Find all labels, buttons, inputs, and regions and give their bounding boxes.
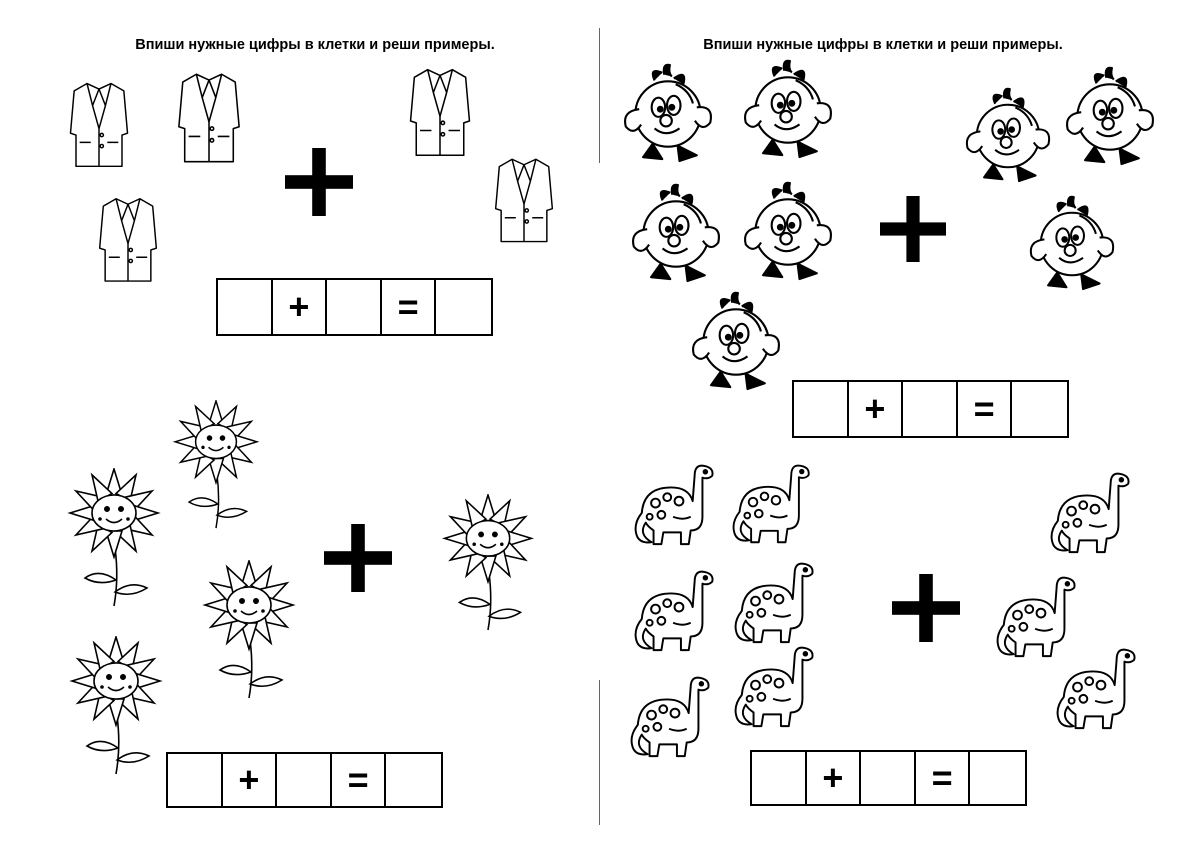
answer-cells-jackets <box>216 278 493 336</box>
krosh-picture <box>620 60 716 168</box>
answer-cell-sum[interactable] <box>386 754 441 806</box>
big-plus-icon <box>324 524 392 592</box>
answer-cell-second-addend[interactable] <box>861 752 916 804</box>
equals-sign-cell: = <box>916 752 971 804</box>
plus-sign-cell: + <box>223 754 278 806</box>
plus-sign-cell: + <box>273 280 328 334</box>
jacket-picture <box>175 68 243 166</box>
answer-cell-sum[interactable] <box>436 280 491 334</box>
answer-cell-first-addend[interactable] <box>218 280 273 334</box>
krosh-picture <box>628 180 724 288</box>
jacket-picture <box>492 152 556 247</box>
krosh-picture <box>740 178 836 286</box>
sunflower-picture <box>194 560 304 700</box>
dinosaur-picture <box>1050 470 1138 558</box>
answer-cells-sunflowers <box>166 752 443 808</box>
answer-cells-krosh <box>792 380 1069 438</box>
answer-cell-second-addend[interactable] <box>903 382 958 436</box>
krosh-picture <box>740 56 836 164</box>
answer-cell-first-addend[interactable] <box>168 754 223 806</box>
sunflower-picture <box>60 636 172 776</box>
plus-sign-cell: + <box>849 382 904 436</box>
answer-cell-sum[interactable] <box>1012 382 1067 436</box>
equals-sign-cell: = <box>382 280 437 334</box>
sunflower-picture <box>160 400 272 530</box>
krosh-picture <box>962 84 1054 188</box>
krosh-picture <box>1026 190 1118 298</box>
sunflower-picture <box>432 494 544 632</box>
dinosaur-picture <box>630 674 718 762</box>
dinosaur-picture <box>1056 646 1144 734</box>
jacket-picture <box>65 78 133 170</box>
page-divider-top <box>599 28 600 163</box>
answer-cell-first-addend[interactable] <box>752 752 807 804</box>
dinosaur-picture <box>732 462 818 548</box>
jacket-picture <box>96 190 160 288</box>
equals-sign-cell: = <box>958 382 1013 436</box>
dinosaur-picture <box>634 462 722 550</box>
answer-cell-first-addend[interactable] <box>794 382 849 436</box>
dinosaur-picture <box>734 560 822 648</box>
answer-cell-second-addend[interactable] <box>327 280 382 334</box>
right-page-title: Впиши нужные цифры в клетки и реши примеры. <box>703 37 1063 53</box>
big-plus-icon <box>892 574 960 642</box>
answer-cells-dinosaurs <box>750 750 1027 806</box>
equals-sign-cell: = <box>332 754 387 806</box>
sunflower-picture <box>58 468 170 608</box>
big-plus-icon <box>285 148 353 216</box>
answer-cell-second-addend[interactable] <box>277 754 332 806</box>
jacket-picture <box>406 64 474 159</box>
left-page-title: Впиши нужные цифры в клетки и реши примеры. <box>135 37 495 53</box>
page-divider-bottom <box>599 680 600 825</box>
big-plus-icon <box>880 196 946 262</box>
krosh-picture <box>688 288 784 396</box>
plus-sign-cell: + <box>807 752 862 804</box>
krosh-picture <box>1062 64 1158 170</box>
answer-cell-sum[interactable] <box>970 752 1025 804</box>
dinosaur-picture <box>734 644 822 732</box>
dinosaur-picture <box>634 568 722 656</box>
